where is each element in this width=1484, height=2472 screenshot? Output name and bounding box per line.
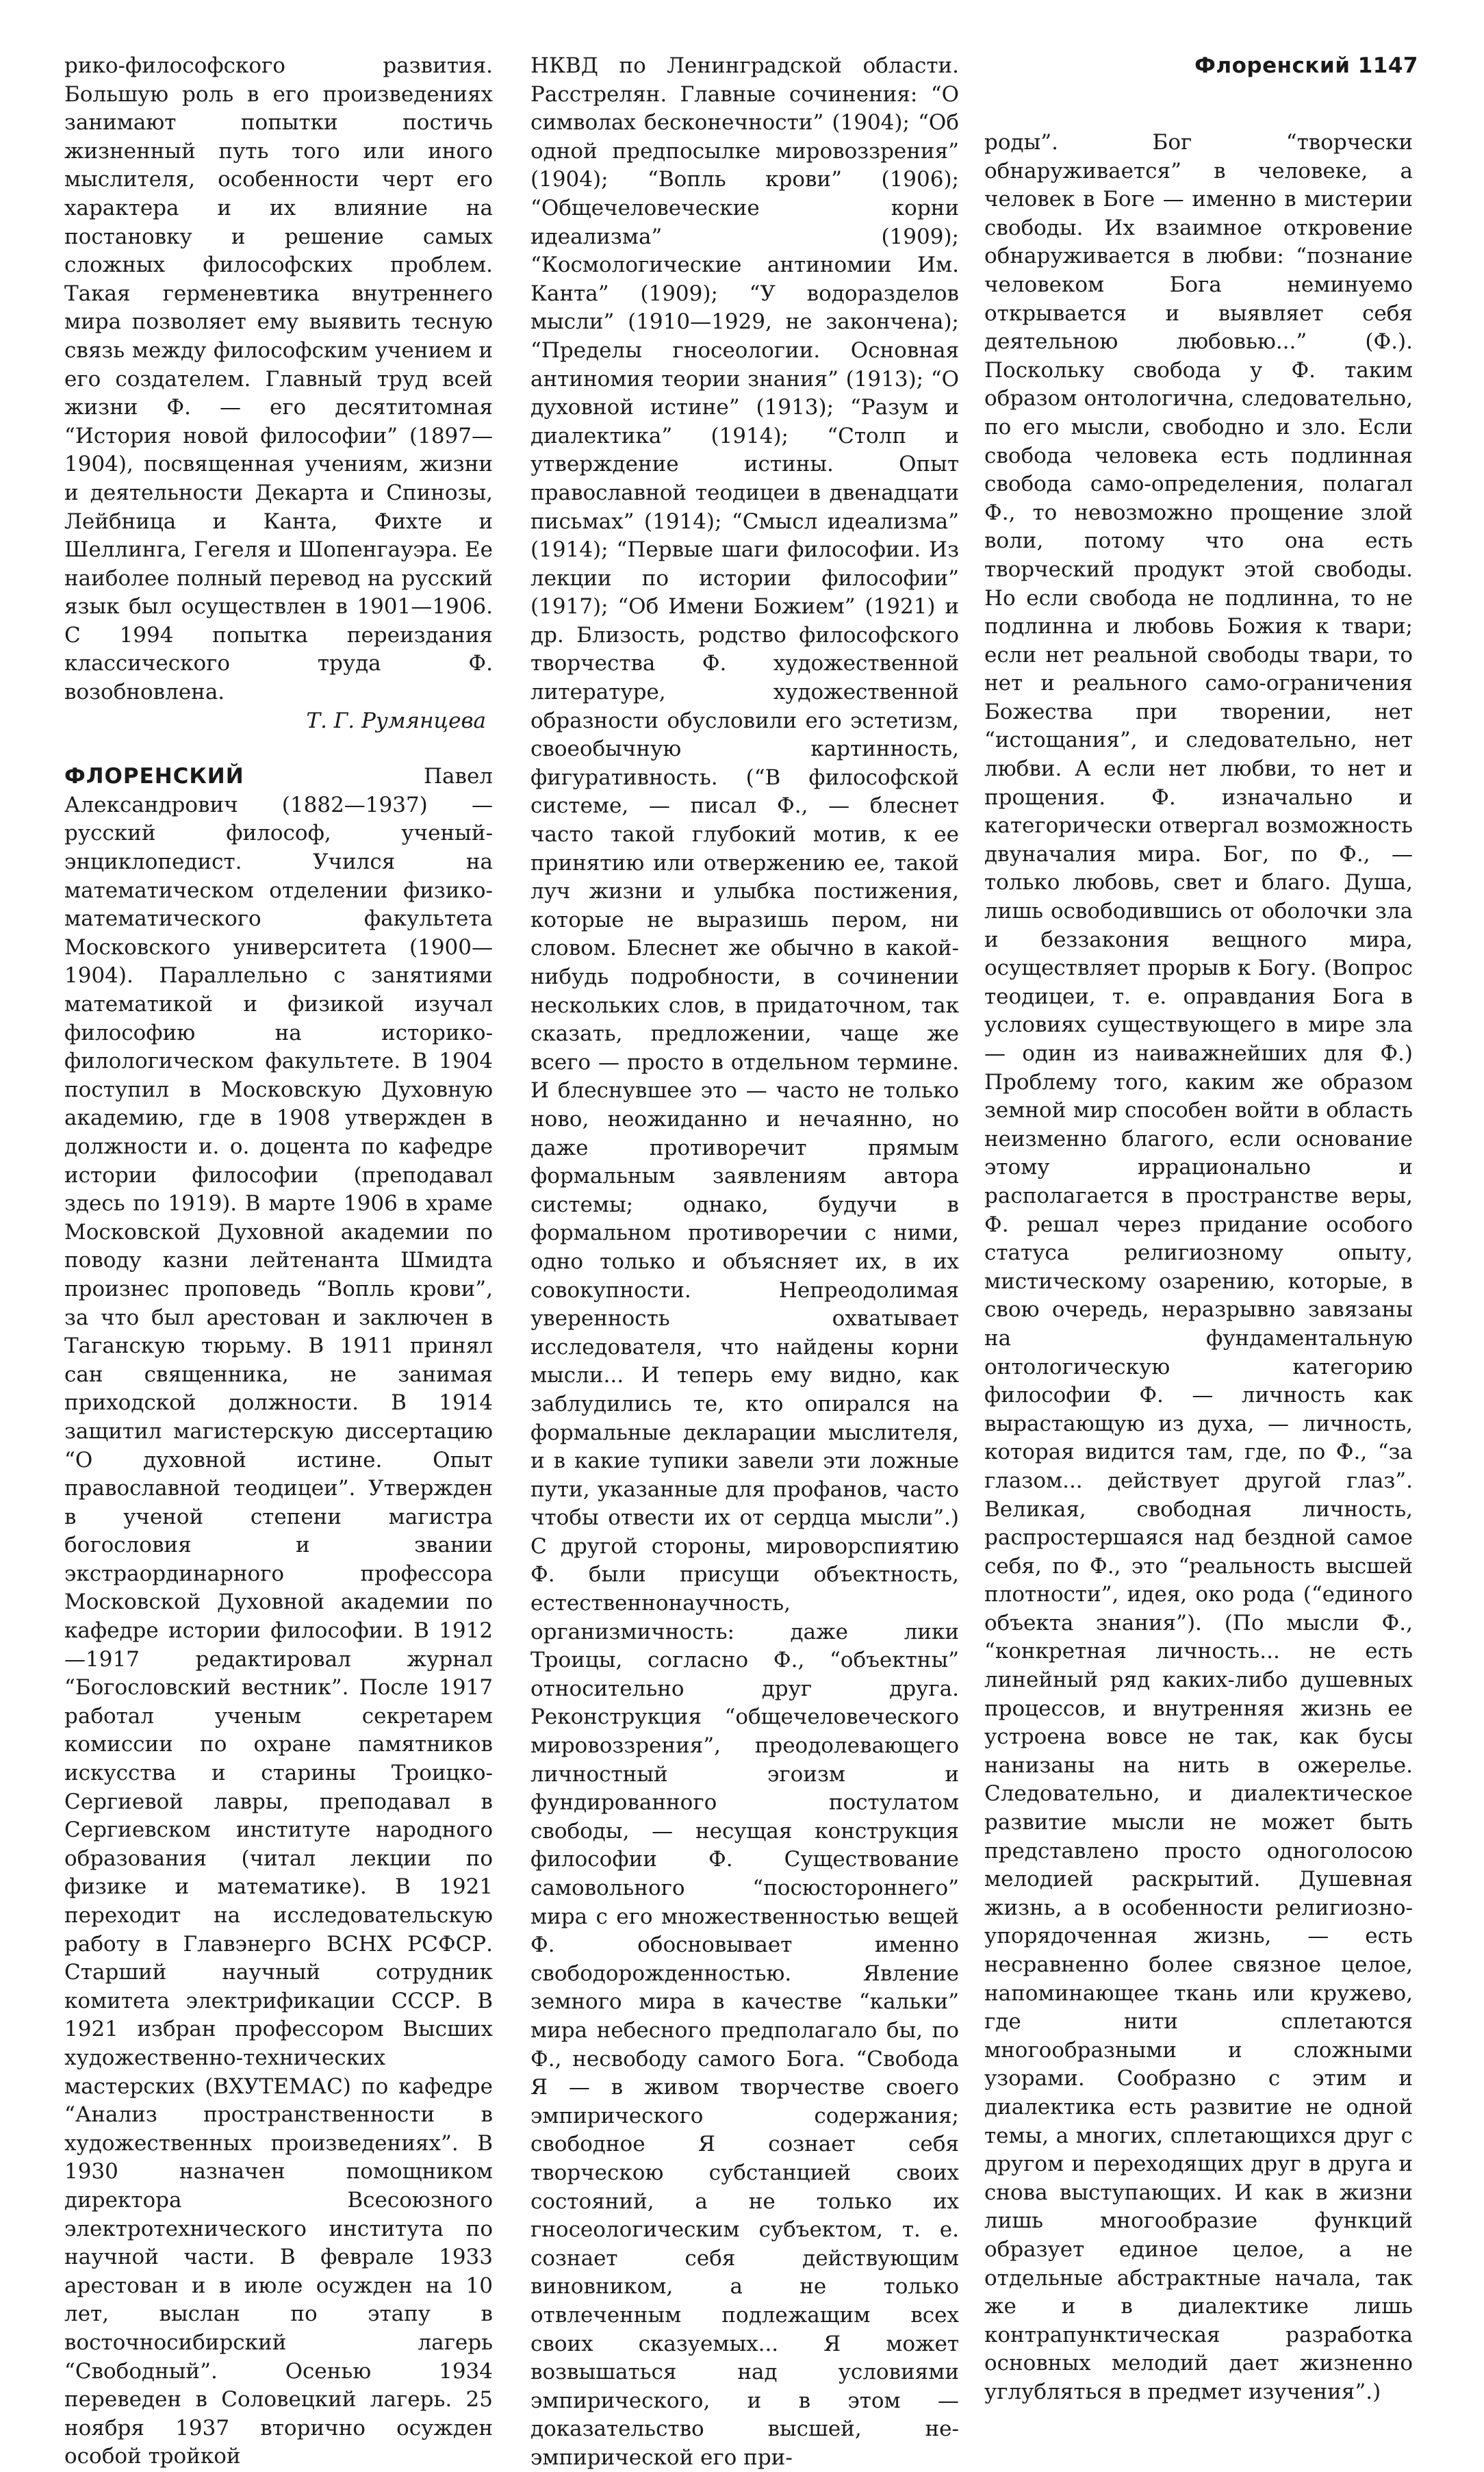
running-header (1194, 53, 1418, 78)
entry-text: Павел Александрович (1882—1937) — русский философ, ученый-энциклопедист. Учился на математическом отделении физико-математического факультета Московского университета (1900—1904). Параллельно с занятиями математикой и физикой изучал философию на историко-филологическом факультете. В 1904 поступил в Московскую Духовную академию, где в 1908 утвержден в должности и. о. доцента по кафедре истории философии (преподавал здесь по 1919). В марте 1906 в храме Московской Духовной академии по поводу казни лейтенанта Шмидта произнес проповедь “Вопль крови”, за что был арестован и заключен в Таганскую тюрьму. В 1911 принял сан священника, не занимая приходской должности. В 1914 защитил магистерскую диссертацию “О духовной истине. Опыт православной теодицеи”. Утвержден в ученой степени магистра богословия и звании экстраординарного профессора Московской Духовной академии по кафедре истории философии. В 1912—1917 редактировал журнал “Богословский вестник”. После 1917 работал ученым секретарем комиссии по охране памятников искусства и старины Троицко-Сергиевой лавры, преподавал в Сергиевском институте народного образования (читал лекции по физике и математике). В 1921 переходит на исследовательскую работу в Главэнерго ВСНХ РСФСР. Старший научный сотрудник комитета электрификации СССР. В 1921 избран профессором Высших художественно-технических мастерских (ВХУТЕМАС) по кафедре “Анализ пространственности в художественных произведениях”. В 1930 назначен помощником директора Всесоюзного электротехнического института по научной части. В феврале 1933 арестован и в июле осужден на 10 лет, выслан по этапу в восточносибирский лагерь “Свободный”. Осенью 1934 переведен в Соловецкий лагерь. 25 ноября 1937 вторично осужден особой тройкой (64, 764, 493, 2469)
paragraph: роды”. Бог “творчески обнаруживается” в человеке, а человек в Боге — именно в мистерии свободы. Их взаимное откровение обнаруживается в любви: “познание человеком Бога неминуемо открывается и выявляет себя деятельною любовью...” (Ф.). Поскольку свобода у Ф. таким образом онтологична, следовательно, по его мысли, свободно и зло. Если свобода человека есть подлинная свобода само-определения, полагал Ф., то невозможно прощение злой воли, потому что она есть творческий продукт этой свободы. Но если свобода не подлинна, то не подлинна и любовь Божия к твари; если нет реальной свободы твари, то нет и реального само-ограничения Божества при творении, нет “истощания”, и следовательно, нет любви. А если нет любви, то нет и прощения. Ф. изначально и категорически отвергал возможность двуначалия мира. Бог, по Ф., — только любовь, свет и благо. Душа, лишь освободившись от оболочки зла и беззакония вещного мира, осуществляет прорыв к Богу. (Вопрос теодицеи, т. е. оправдания Бога в условиях существующего в мире зла — один из наиважнейших для Ф.) Проблему того, каким же образом земной мир способен войти в область неизменно благого, если основание этому иррационально и располагается в пространстве веры, Ф. решал через придание особого статуса религиозному опыту, мистическому озарению, которые, в свою очередь, неразрывно завязаны на фундаментальную онтологическую категорию философии Ф. — личность как вырастающую из духа, — личность, которая видится там, где, по Ф., “за глазом... действует другой глаз”. Великая, свободная личность, распростершаяся над бездной самое себя, по Ф., это “реальность высшей плотности”, идея, око рода (“единого объекта знания”). (По мысли Ф., “конкретная личность... не есть линейный ряд каких-либо душевных процессов, и внутренняя жизнь ее устроена вовсе не так, как бусы нанизаны на нить в ожерелье. Следовательно, и диалектическое развитие мысли не может быть представлено просто одноголосою мелодией раскрытий. Душевная жизнь, а в особенности религиозно-упорядоченная жизнь, — есть несравненно более связное целое, напоминающее ткань или кружево, где нити сплетаются многообразными и сложными узорами. Сообразно с этим и диалектика есть развитие не одной темы, а многих, сплетающихся друг с другом и переходящих друг в друга и снова выступающих. И как в жизни лишь многообразие функций образует единое целое, а не отдельные абстрактные начала, так же и в диалектике лишь контрапунктическая разработка основных мелодий дает жизненно углубляться в предмет изучения”.) (984, 130, 1413, 2404)
page-number: 1147 (1357, 53, 1418, 78)
text-column-3 (984, 129, 1413, 2407)
header-title: Флоренский (1194, 53, 1351, 78)
text-column-1 (64, 52, 493, 2471)
paragraph: рико-философского развития. Большую роль в его произведениях занимают попытки постичь жизненный путь того или иного мыслителя, особенности черт его характера и их влияние на постановку и решение самых сложных философских проблем. Такая герменевтика внутреннего мира позволяет ему выявить тесную связь между философским учением и его создателем. Главный труд всей жизни Ф. — его десятитомная “История новой философии” (1897—1904), посвященная учениям, жизни и деятельности Декарта и Спинозы, Лейбница и Канта, Фихте и Шеллинга, Гегеля и Шопенгауэра. Ее наиболее полный перевод на русский язык был осуществлен в 1901—1906. С 1994 попытка переиздания классического труда Ф. возобновлена. (64, 53, 493, 705)
author-signature: Т. Г. Румянцева (306, 708, 486, 733)
paragraph: НКВД по Ленинградской области. Расстрелян. Главные сочинения: “О символах бесконечности” (1904); “Об одной предпосылке мировоззрения” (1904); “Вопль крови” (1906); “Общечеловеческие корни идеализма” (1909); “Космологические антиномии Им. Канта” (1909); “У водоразделов мысли” (1910—1929, не закончена); “Пределы гносеологии. Основная антиномия теории знания” (1913); “О духовной истине” (1913); “Разум и диалектика” (1914); “Столп и утверждение истины. Опыт православной теодицеи в двенадцати письмах” (1914); “Смысл идеализма” (1914); “Первые шаги философии. Из лекции по истории философии” (1917); “Об Имени Божием” (1921) и др. Близость, родство философского творчества Ф. художественной литературе, художественной образности обусловили его эстетизм, своеобычную картинность, фигуративность. (“В философской системе, — писал Ф., — блеснет часто такой глубокий мотив, к ее принятию или отвержению ее, такой луч жизни и улыбка постижения, которые не выразишь пером, ни словом. Блеснет же обычно в какой-нибудь подробности, в сочинении нескольких слов, в придаточном, так сказать, предложении, чаще же всего — просто в отдельном термине. И блеснувшее это — часто не только ново, неожиданно и нечаянно, но даже противоречит прямым формальным заявлениям автора системы; однако, будучи в формальном противоречии с ними, одно только и объясняет их, в их совокупности. Непреодолимая уверенность охватывает исследователя, что найдены корни мысли... И теперь ему видно, как заблудились те, кто опирался на формальные декларации мыслителя, и в какие тупики завели эти ложные пути, указанные для профанов, часто чтобы отвести их от сердца мысли”.) С другой стороны, мироворспиятию Ф. были присущи объектность, естественнонаучность, организмичность: даже лики Троицы, согласно Ф., “объектны” относительно друг друга. Реконструкция “общечеловеческого мировоззрения”, преодолевающего личностный эгоизм и фундированного постулатом свободы, — несущая конструкция философии Ф. Существование самовольного “посюстороннего” мира с его множественностью вещей Ф. обосновывает именно свободорожденностью. Явление земного мира в качестве “кальки” мира небесного предполагало бы, по Ф., несвободу самого Бога. “Свобода Я — в живом творчестве своего эмпирического содержания; свободное Я сознает себя творческою субстанцией своих состояний, а не только их гносеологическим субъектом, т. е. сознает себя действующим виновником, а не только отвлеченным подлежащим всех своих сказуемых... Я может возвышаться над условиями эмпирического, и в этом — доказательство высшей, не-эмпирической его при- (530, 53, 959, 2470)
text-column-2 (530, 52, 959, 2472)
entry-paragraph (64, 763, 493, 2471)
entry-headword: ФЛОРЕНСКИЙ (64, 764, 244, 789)
